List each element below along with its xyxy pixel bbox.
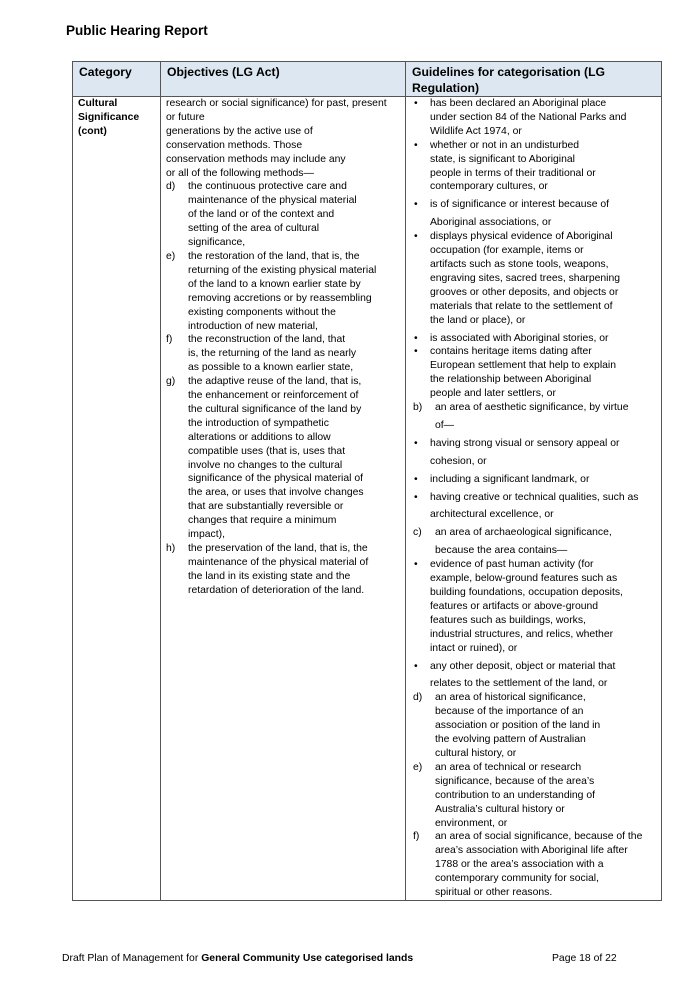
- guidelines-text-line: [411, 387, 659, 401]
- objectives-text-line: impact),: [188, 529, 225, 541]
- list-item-text: an area of social significance, because of the: [435, 831, 643, 843]
- category-text-line: Cultural: [78, 98, 118, 109]
- category-text-line: (cont): [78, 125, 107, 137]
- guidelines-text-line: [411, 614, 659, 628]
- guidelines-text-line: [411, 526, 659, 540]
- list-item-text: European settlement that help to explain: [430, 360, 617, 372]
- guidelines-text-line: [411, 558, 659, 572]
- guidelines-text-line: [411, 600, 659, 614]
- category-cell: [73, 97, 161, 901]
- list-item-text: occupation (for example, items or: [430, 245, 584, 257]
- objectives-text-line: as possible to a known earlier state,: [188, 362, 354, 374]
- guidelines-text-line: [411, 286, 659, 300]
- list-item-text: of—: [435, 419, 455, 431]
- list-item-text: the preservation of the land, that is, the: [188, 543, 368, 554]
- bullet-icon: •: [414, 98, 418, 109]
- objectives-text-line: research or social significance) for past, present: [166, 98, 387, 109]
- list-item-text: the evolving pattern of Australian: [435, 734, 586, 746]
- list-item-text: the continuous protective care and: [188, 181, 347, 193]
- list-item-text: because of the importance of an: [435, 706, 584, 718]
- guidelines-text-line: [411, 628, 659, 642]
- bullet-icon: •: [414, 332, 418, 344]
- list-item-text: environment, or: [435, 817, 508, 829]
- list-item-text: building foundations, occupation deposits,: [430, 587, 623, 598]
- guidelines-text-line: [411, 473, 659, 487]
- list-item-text: having strong visual or sensory appeal or: [430, 437, 620, 449]
- column-header-category: Category: [73, 62, 161, 97]
- list-item-text: contains heritage items dating after: [430, 346, 592, 358]
- list-item-text: the relationship between Aboriginal: [430, 374, 592, 386]
- objectives-text-line: existing components without the: [188, 306, 336, 318]
- guidelines-text-line: [411, 244, 659, 258]
- objectives-text-line: setting of the area of cultural: [188, 223, 320, 235]
- guidelines-text-line: [411, 216, 659, 230]
- guidelines-text-line: [411, 761, 659, 775]
- bullet-icon: •: [414, 660, 418, 672]
- objectives-text-line: generations by the active use of: [166, 125, 313, 137]
- objectives-text-line: [166, 333, 403, 347]
- objectives-text-line: introduction of new material,: [188, 320, 318, 332]
- list-item-text: cultural history, or: [435, 747, 517, 759]
- list-item-text: displays physical evidence of Aboriginal: [430, 231, 613, 243]
- objectives-text-line: the land in its existing state and the: [188, 570, 351, 582]
- list-item-text: contemporary community for social,: [435, 873, 599, 885]
- objectives-text-line: the enhancement or reinforcement of: [188, 390, 359, 402]
- guidelines-text-line: [411, 544, 659, 558]
- list-item-text: example, below-ground features such as: [430, 573, 618, 585]
- list-item-text: Aboriginal associations, or: [430, 217, 552, 229]
- category-text-line: Significance: [78, 111, 140, 123]
- list-item-text: any other deposit, object or material that: [430, 660, 616, 672]
- bullet-icon: •: [414, 473, 418, 485]
- objectives-text-line: is, the returning of the land as nearly: [188, 348, 357, 360]
- list-item-text: is associated with Aboriginal stories, or: [430, 332, 609, 344]
- list-marker: d): [413, 692, 423, 704]
- list-item-text: evidence of past human activity (for: [430, 559, 594, 571]
- guidelines-text-line: [411, 660, 659, 674]
- list-item-text: features or artifacts or above-ground: [430, 600, 599, 612]
- guidelines-text-line: [411, 198, 659, 212]
- list-item-text: an area of technical or research: [435, 761, 582, 773]
- objectives-text-line: or future: [166, 111, 205, 123]
- list-marker: e): [166, 250, 176, 262]
- guidelines-text-line: [411, 258, 659, 272]
- list-item-text: contribution to an understanding of: [435, 789, 596, 801]
- list-marker: g): [166, 376, 176, 388]
- list-item-text: 1788 or the area’s association with a: [435, 859, 604, 871]
- guidelines-text-line: [411, 491, 659, 505]
- guidelines-text-line: [411, 314, 659, 328]
- list-marker: h): [166, 543, 176, 554]
- objectives-text-line: maintenance of the physical material of: [188, 556, 369, 568]
- list-item-text: relates to the settlement of the land, or: [430, 678, 608, 690]
- objectives-text-line: that are substantially reversible or: [188, 501, 344, 513]
- guidelines-text-line: [411, 332, 659, 346]
- list-marker: f): [166, 334, 173, 346]
- objectives-text-line: [166, 375, 403, 389]
- objectives-text-line: [166, 542, 403, 556]
- list-item-text: association or position of the land in: [435, 720, 601, 732]
- list-item-text: people and later settlers, or: [430, 388, 556, 400]
- guidelines-text-line: [411, 167, 659, 181]
- guidelines-text-line: [411, 872, 659, 886]
- objectives-text-line: returning of the existing physical material: [188, 264, 377, 276]
- guidelines-text-line: [411, 153, 659, 167]
- list-item-text: cohesion, or: [430, 455, 487, 467]
- list-item-text: whether or not in an undisturbed: [430, 139, 580, 151]
- list-item-text: intact or ruined), or: [430, 642, 518, 654]
- guidelines-text-line: [411, 97, 659, 111]
- list-item-text: an area of historical significance,: [435, 692, 586, 704]
- objectives-text-line: removing accretions or by reassembling: [188, 292, 372, 304]
- categorisation-table: [72, 61, 662, 901]
- bullet-icon: •: [414, 139, 418, 151]
- guidelines-text-line: [411, 125, 659, 139]
- list-item-text: contemporary cultures, or: [430, 181, 548, 193]
- list-item-text: artifacts such as stone tools, weapons,: [430, 258, 609, 270]
- objectives-text-line: compatible uses (that is, uses that: [188, 445, 346, 457]
- guidelines-text-line: [411, 719, 659, 733]
- list-item-text: because the area contains—: [435, 545, 568, 557]
- guidelines-text-line: [411, 705, 659, 719]
- objectives-text-line: changes that require a minimum: [188, 515, 337, 527]
- page-footer: [62, 953, 637, 964]
- guidelines-text-line: [411, 642, 659, 656]
- list-marker: b): [413, 402, 423, 414]
- list-item-text: an area of aesthetic significance, by virtue: [435, 402, 629, 414]
- bullet-icon: •: [414, 231, 418, 243]
- list-item-text: industrial structures, and relics, whether: [430, 628, 614, 640]
- table-header-row: [73, 62, 662, 97]
- list-item-text: Wildlife Act 1974, or: [430, 125, 522, 137]
- list-marker: c): [413, 527, 422, 539]
- list-item-text: the adaptive reuse of the land, that is,: [188, 376, 362, 388]
- list-item-text: an area of archaeological significance,: [435, 527, 612, 539]
- guidelines-text-line: [411, 830, 659, 844]
- objectives-text-line: significance of the physical material of: [188, 473, 363, 485]
- guidelines-text-line: [411, 858, 659, 872]
- guidelines-text-line: [411, 817, 659, 831]
- list-item-text: the reconstruction of the land, that: [188, 334, 346, 346]
- list-item-text: Australia’s cultural history or: [435, 803, 565, 815]
- guidelines-text-line: [411, 677, 659, 691]
- guidelines-text-line: [411, 111, 659, 125]
- objectives-text-line: of the land or of the context and: [188, 209, 335, 221]
- bullet-icon: •: [414, 199, 418, 211]
- guidelines-text-line: [411, 345, 659, 359]
- footer-document-title: Draft Plan of Management for General Community Use categorised lands: [62, 953, 414, 964]
- list-item-text: area’s association with Aboriginal life after: [435, 845, 628, 857]
- column-header-objectives: Objectives (LG Act): [161, 62, 406, 97]
- objectives-text-line: the introduction of sympathetic: [188, 417, 329, 429]
- guidelines-text-line: [411, 139, 659, 153]
- guidelines-text-line: [411, 733, 659, 747]
- objectives-text-line: conservation methods. Those: [166, 139, 303, 151]
- list-marker: d): [166, 181, 176, 193]
- list-marker: f): [413, 831, 420, 843]
- guidelines-text-line: [411, 775, 659, 789]
- guidelines-text-line: [411, 508, 659, 522]
- guidelines-text-line: [411, 300, 659, 314]
- list-item-text: engraving sites, sacred trees, sharpening: [430, 272, 621, 284]
- guidelines-text-line: [411, 230, 659, 244]
- bullet-icon: •: [414, 437, 418, 449]
- guidelines-text-line: [411, 272, 659, 286]
- list-item-text: materials that relate to the settlement of: [430, 300, 613, 312]
- footer-page-number: Page 18 of 22: [552, 953, 617, 964]
- list-item-text: state, is significant to Aboriginal: [430, 153, 575, 165]
- guidelines-text-line: [411, 401, 659, 415]
- objectives-text-line: involve no changes to the cultural: [188, 459, 343, 471]
- list-marker: e): [413, 761, 423, 773]
- guidelines-text-line: [411, 373, 659, 387]
- guidelines-text-line: [411, 437, 659, 451]
- guidelines-text-line: [411, 572, 659, 586]
- list-item-text: having creative or technical qualities, such as: [430, 491, 639, 503]
- objectives-cell: [161, 97, 406, 901]
- guidelines-text-line: [411, 691, 659, 705]
- table-row: [73, 97, 662, 901]
- bullet-icon: •: [414, 559, 418, 571]
- objectives-text-line: significance,: [188, 237, 246, 249]
- list-item-text: significance, because of the area’s: [435, 775, 595, 787]
- objectives-text-line: of the land to a known earlier state by: [188, 278, 361, 290]
- guidelines-text-line: [411, 886, 659, 900]
- list-item-text: spiritual or other reasons.: [435, 887, 553, 899]
- guidelines-text-line: [411, 844, 659, 858]
- objectives-text-line: the cultural significance of the land by: [188, 403, 362, 415]
- objectives-text-line: [166, 180, 403, 194]
- guidelines-text-line: [411, 586, 659, 600]
- list-item-text: is of significance or interest because of: [430, 199, 610, 211]
- page-title: Public Hearing Report: [66, 23, 208, 38]
- guidelines-text-line: [411, 789, 659, 803]
- objectives-text-line: maintenance of the physical material: [188, 195, 357, 207]
- list-item-text: architectural excellence, or: [430, 509, 554, 521]
- guidelines-text-line: [411, 180, 659, 194]
- list-item-text: features such as buildings, works,: [430, 614, 586, 626]
- bullet-icon: •: [414, 346, 418, 358]
- column-header-guidelines: Guidelines for categorisation (LG Regulation): [406, 62, 662, 97]
- guidelines-text-line: [411, 419, 659, 433]
- list-item-text: under section 84 of the National Parks and: [430, 111, 627, 123]
- list-item-text: grooves or other deposits, and objects or: [430, 286, 619, 298]
- list-item-text: including a significant landmark, or: [430, 473, 590, 485]
- guidelines-text-line: [411, 359, 659, 373]
- objectives-text-line: conservation methods may include any: [166, 153, 346, 165]
- objectives-text-line: retardation of deterioration of the land.: [188, 584, 365, 596]
- guidelines-cell: [406, 97, 662, 901]
- list-item-text: has been declared an Aboriginal place: [430, 98, 607, 109]
- objectives-text-line: [166, 250, 403, 264]
- bullet-icon: •: [414, 491, 418, 503]
- objectives-text-line: or all of the following methods—: [166, 167, 314, 179]
- list-item-text: the land or place), or: [430, 314, 526, 326]
- objectives-text-line: the area, or uses that involve changes: [188, 487, 364, 499]
- list-item-text: people in terms of their traditional or: [430, 167, 596, 179]
- guidelines-text-line: [411, 455, 659, 469]
- list-item-text: the restoration of the land, that is, the: [188, 250, 360, 262]
- guidelines-text-line: [411, 803, 659, 817]
- guidelines-text-line: [411, 747, 659, 761]
- objectives-text-line: alterations or additions to allow: [188, 431, 331, 443]
